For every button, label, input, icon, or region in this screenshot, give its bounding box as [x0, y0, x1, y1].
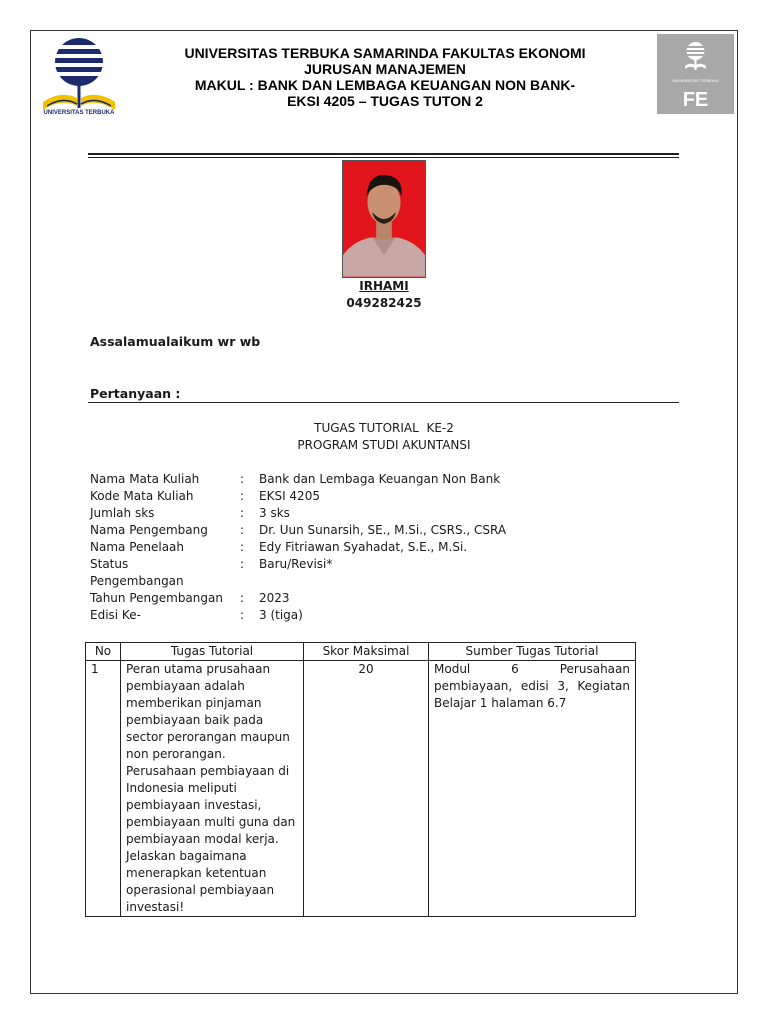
header-divider [88, 153, 679, 155]
info-label: Nama Penelaah [90, 540, 185, 554]
student-id: 049282425 [346, 296, 422, 310]
question-label: Pertanyaan : [90, 386, 181, 401]
student-photo [342, 160, 426, 278]
column-header-score: Skor Maksimal [304, 643, 429, 661]
info-label: Kode Mata Kuliah [90, 489, 194, 503]
info-colon: : [240, 472, 245, 486]
info-label: Nama Pengembang [90, 523, 208, 537]
cell-task: Peran utama prusahaan pembiayaan adalah memberikan pinjaman pembiayaan baik pada sector perorangan maupun non perorangan. Perusahaan pembiayaan di Indonesia meliputi pembiayaan investasi, pembiayaan multi guna dan pembiayaan modal kerja. Jelaskan bagaimana menerapkan ketentuan operasional pembiayaan investasi! [121, 661, 304, 917]
column-header-task: Tugas Tutorial [121, 643, 304, 661]
header-line: EKSI 4205 – TUGAS TUTON 2 [287, 93, 483, 109]
info-row [90, 505, 506, 522]
column-header-no: No [86, 643, 121, 661]
cell-no: 1 [86, 661, 121, 917]
info-value: EKSI 4205 [259, 489, 320, 503]
task-title [184, 420, 584, 454]
left-logo-text: UNIVERSITAS TERBUKA [43, 110, 115, 116]
cell-source: Modul 6 Perusahaan pembiayaan, edisi 3, Kegiatan Belajar 1 halaman 6.7 [429, 661, 636, 917]
table-header-row [86, 643, 636, 661]
info-colon: : [240, 608, 245, 622]
info-label: Tahun Pengembangan [90, 591, 223, 605]
info-label: Jumlah sks [90, 506, 155, 520]
task-title-line: TUGAS TUTORIAL KE-2 [314, 421, 454, 435]
task-table [85, 642, 636, 917]
header-line: JURUSAN MANAJEMEN [304, 61, 466, 77]
info-value: Bank dan Lembaga Keuangan Non Bank [259, 472, 501, 486]
info-colon: : [240, 591, 245, 605]
info-colon: : [240, 489, 245, 503]
info-row [90, 590, 506, 607]
header-line: UNIVERSITAS TERBUKA SAMARINDA FAKULTAS EKONOMI [184, 45, 586, 61]
info-value: Dr. Uun Sunarsih, SE., M.Si., CSRS., CSRA [259, 523, 507, 537]
info-value: 3 (tiga) [259, 608, 303, 622]
info-colon: : [240, 506, 245, 520]
info-label: Edisi Ke- [90, 608, 141, 622]
info-label: Status [90, 557, 129, 571]
question-divider [88, 402, 679, 403]
fe-logo-text: FE [682, 89, 709, 111]
info-value: Edy Fitriawan Syahadat, S.E., M.Si. [259, 540, 468, 554]
info-row [90, 539, 506, 556]
info-row [90, 607, 506, 624]
info-row [90, 471, 506, 488]
info-value: Baru/Revisi* [259, 557, 333, 571]
task-title-line: PROGRAM STUDI AKUNTANSI [297, 438, 471, 452]
fe-logo-small-text: UNIVERSITAS TERBUKA [672, 78, 719, 83]
student-name: IRHAMI [359, 279, 409, 293]
info-row [90, 573, 506, 590]
info-value: 2023 [259, 591, 290, 605]
info-colon: : [240, 523, 245, 537]
cell-score: 20 [304, 661, 429, 917]
info-colon: : [240, 540, 245, 554]
info-row [90, 488, 506, 505]
info-row [90, 522, 506, 539]
column-header-source: Sumber Tugas Tutorial [429, 643, 636, 661]
info-colon [240, 573, 259, 590]
info-label: Pengembangan [90, 574, 184, 588]
universitas-terbuka-logo [33, 32, 125, 122]
table-row [86, 661, 636, 917]
header-title [130, 45, 640, 109]
info-label: Nama Mata Kuliah [90, 472, 200, 486]
info-colon: : [240, 557, 245, 571]
greeting: Assalamualaikum wr wb [90, 334, 261, 349]
header-line: MAKUL : BANK DAN LEMBAGA KEUANGAN NON BANK- [194, 77, 576, 93]
course-info [90, 471, 506, 624]
info-row [90, 556, 506, 573]
header-divider-thin [88, 157, 679, 158]
info-value: 3 sks [259, 506, 290, 520]
fe-logo [657, 34, 734, 114]
